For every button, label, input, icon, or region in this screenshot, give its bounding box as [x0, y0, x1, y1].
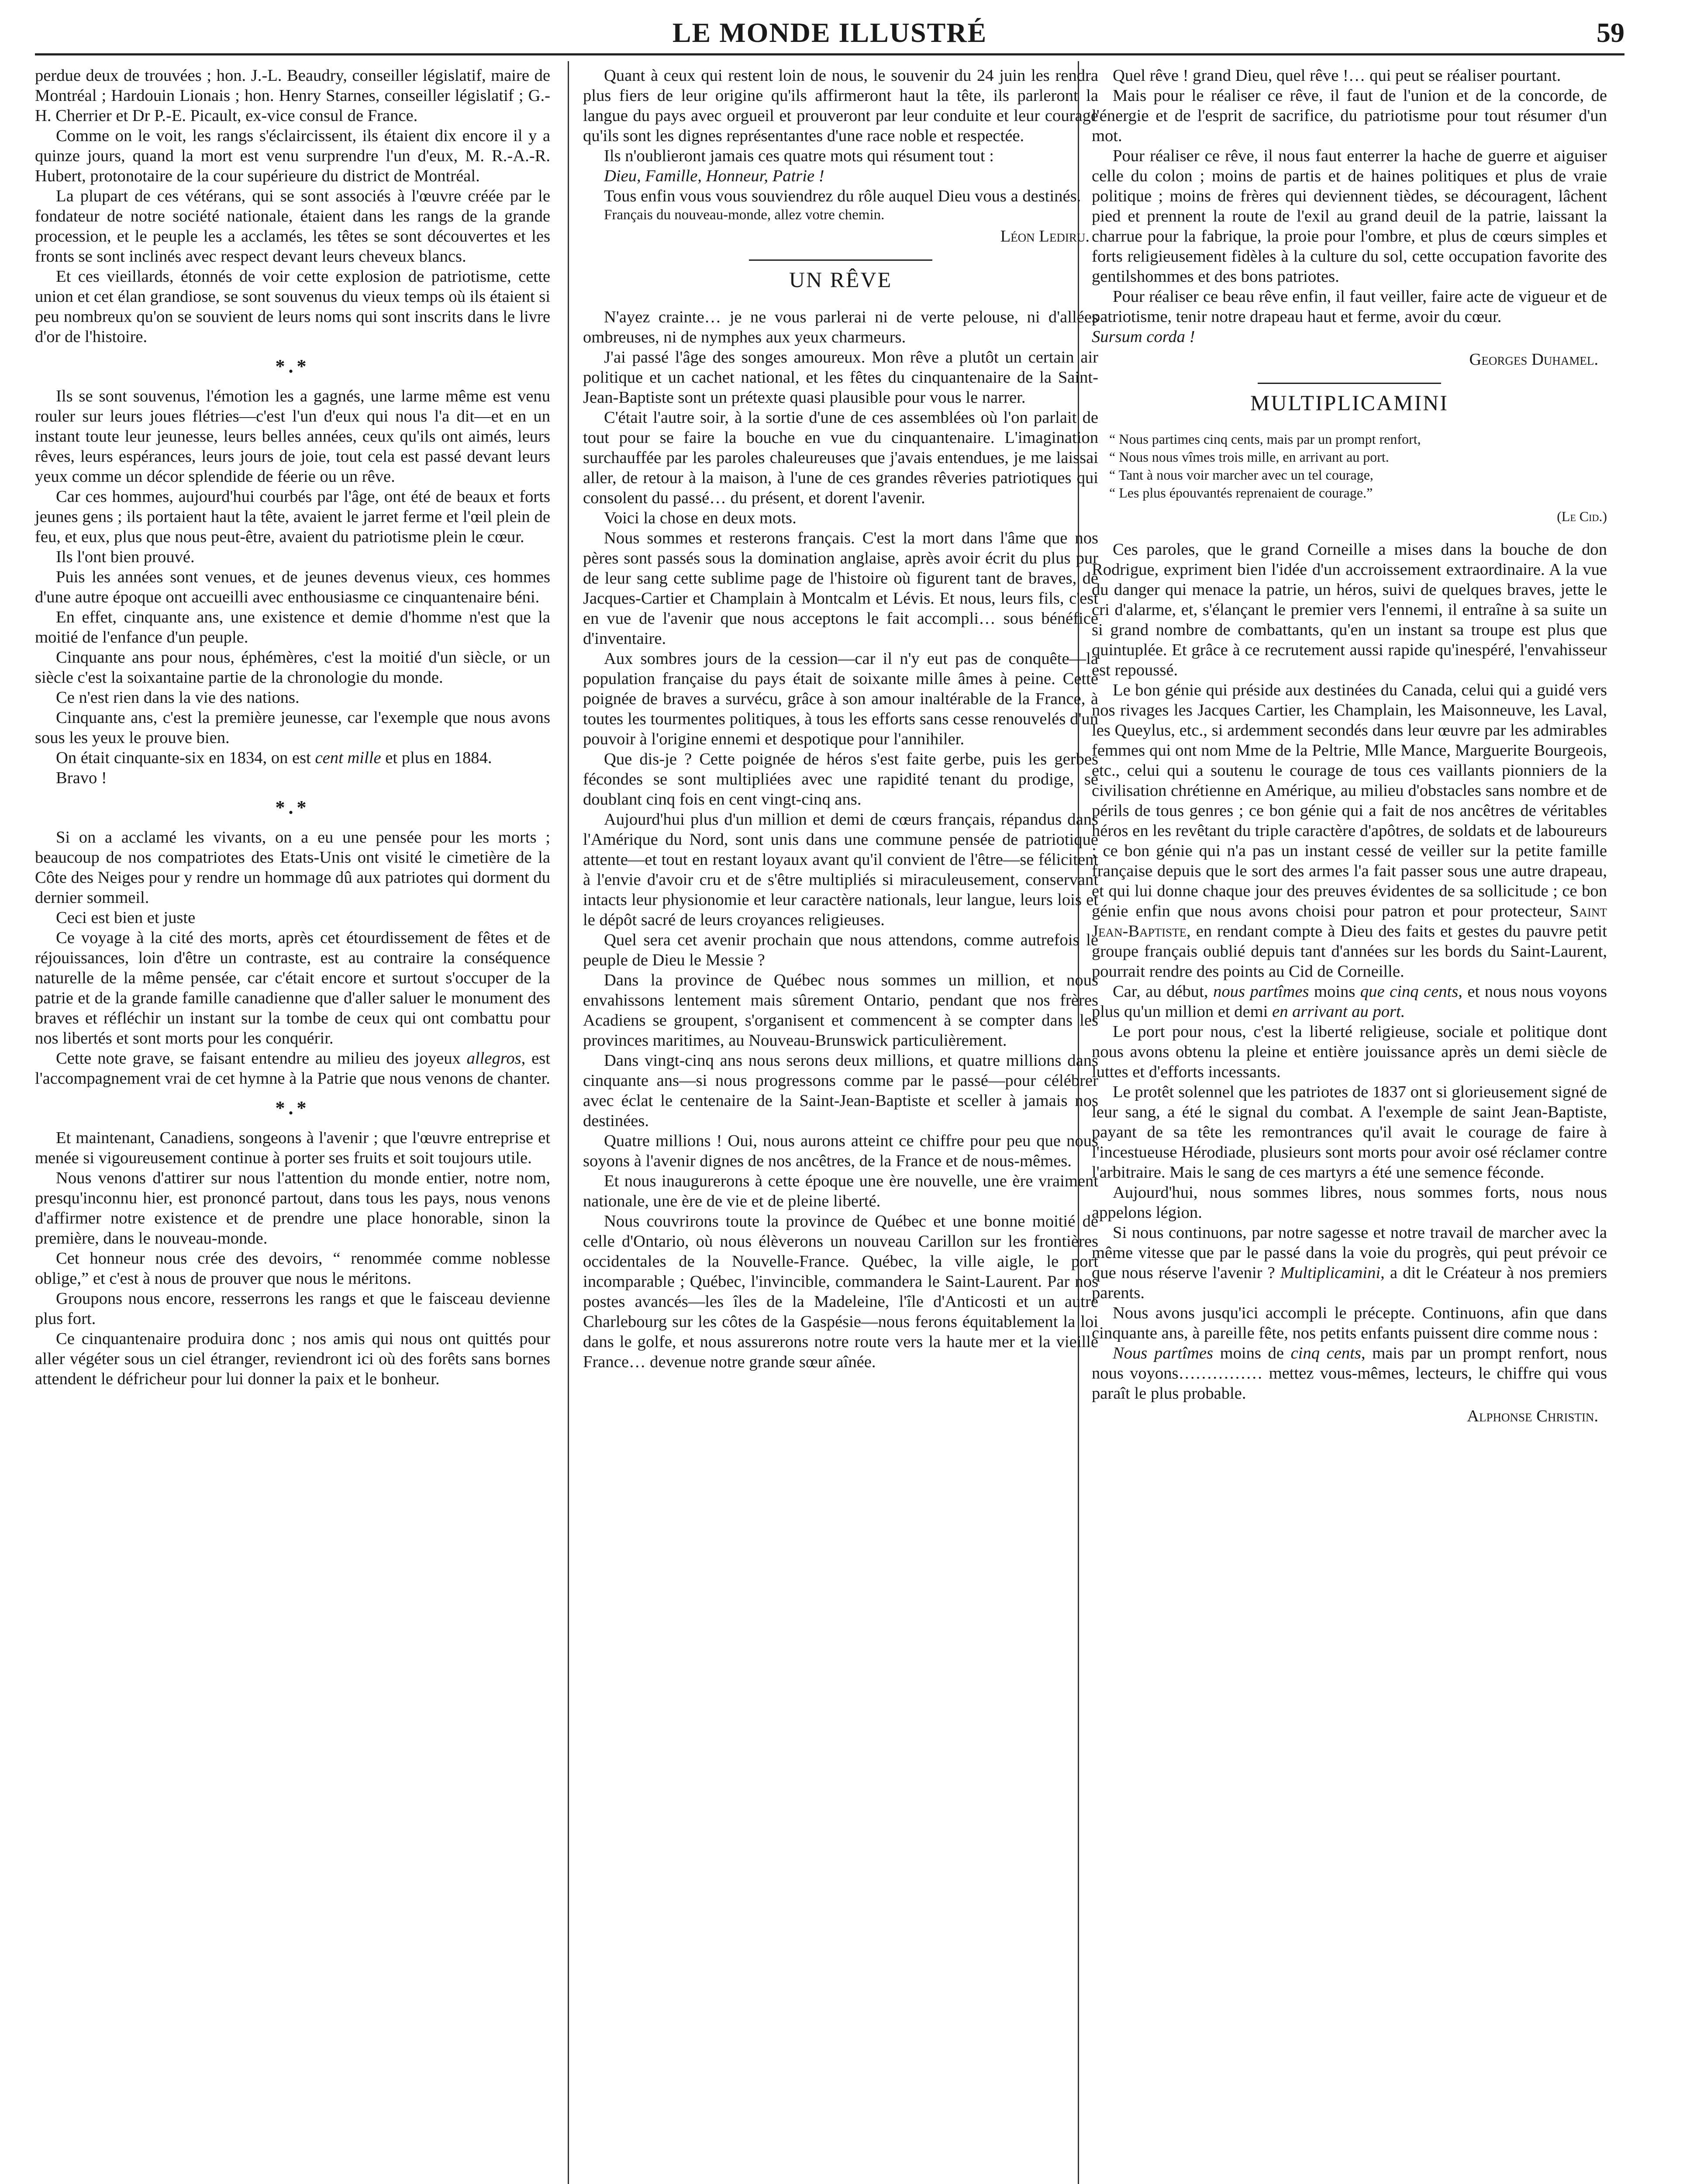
text-run-italic: Multiplicamini: [1280, 1264, 1381, 1282]
paragraph: Voici la chose en deux mots.: [604, 509, 797, 527]
paragraph: Aujourd'hui, nous sommes libres, nous sommes forts, nous nous appelons légion.: [1092, 1183, 1607, 1222]
paragraph: Puis les années sont venues, et de jeunes devenus vieux, ces hommes d'une autre époque ont accueilli avec enthousiasme ce cinquantenaire béni.: [35, 568, 550, 606]
paragraph: [1092, 680, 1607, 981]
text-run-italic: cinq cents: [1290, 1344, 1361, 1362]
paragraph: La plupart de ces vétérans, qui se sont associés à l'œuvre créée par le fondateur de notre société nationale, étaient dans les rangs de la grande procession, et le peuple les a acclamés, les têtes se sont découvertes et les fronts se sont inclinés avec respect devant leurs cheveux blancs.: [35, 187, 550, 266]
article-separator: [1258, 383, 1441, 384]
paragraph: Et maintenant, Canadiens, songeons à l'avenir ; que l'œuvre entreprise et menée si vigoureusement continue à porter ses fruits et soit toujours utile.: [35, 1129, 550, 1167]
paragraph: Nous venons d'attirer sur nous l'attention du monde entier, notre nom, presqu'inconnu hier, est prononcé partout, dans tous les pays, nous venons d'affirmer notre existence et de prendre une place honorable, sinon la première, dans le nouveau-monde.: [35, 1169, 550, 1248]
paragraph: Ils se sont souvenus, l'émotion les a gagnés, une larme même est venu rouler sur leurs joues flétries—c'est l'un d'eux qui nous l'a dit—et en un instant toute leur jeunesse, leurs belles années, ceux qu'ils ont aimés, leurs rêves, leurs espérances, leurs jours de joie, tout cela est passé devant leurs yeux comme un décor splendide de féerie ou un rêve.: [35, 387, 550, 486]
paragraph: Ces paroles, que le grand Corneille a mises dans la bouche de don Rodrigue, expriment bien l'idée d'un accroissement extraordinaire. A la vue du danger qui menace la patrie, un héros, suivi de quelques braves, jette le cri d'alarme, et, s'élançant le premier vers l'ennemi, il entraîne à sa suite un si grand nombre de combattants, qu'en un instant sa troupe est plus que quintuplée. Et grâce à ce recrutement aussi rapide qu'inespéré, l'envahisseur est repoussé.: [1092, 540, 1607, 679]
text-run-italic: Sursum corda !: [1092, 328, 1195, 346]
text-run-smallcaps: Saint Jean-Baptiste: [1092, 902, 1607, 940]
paragraph: Quant à ceux qui restent loin de nous, le souvenir du 24 juin les rendra plus fiers de leur origine qu'ils affirmeront haut la tête, ils parleront la langue du pays avec orgueil et prouveront par leur conduite et leur courage qu'ils sont les dignes représentantes d'une race noble et respectée.: [583, 66, 1098, 145]
paragraph: Dans vingt-cinq ans nous serons deux millions, et quatre millions dans cinquante ans—si nous progressons comme par le passé—pour célébrer avec éclat le centenaire de la Saint-Jean-Baptiste et sceller à jamais nos destinées.: [583, 1051, 1098, 1130]
paragraph: [35, 748, 550, 768]
text-run: , a dit le Créateur à nos premiers parents.: [1092, 1264, 1607, 1302]
epigraph-line: “ Nous nous vîmes trois mille, en arrivant au port.: [1109, 449, 1389, 465]
text-run-italic: en arrivant au port.: [1272, 1002, 1405, 1021]
paragraph: Mais pour le réaliser ce rêve, il faut de l'union et de la concorde, de l'énergie et de l'esprit de sacrifice, du patriotisme pour tout résumer d'un mot.: [1092, 86, 1607, 145]
newspaper-title: LE MONDE ILLUSTRÉ: [672, 17, 987, 48]
paragraph: [1092, 981, 1607, 1022]
paragraph: Cet honneur nous crée des devoirs, “ renommée comme noblesse oblige,” et c'est à nous de prouver que nous le méritons.: [35, 1249, 550, 1288]
section-ornament: *.*: [275, 797, 310, 818]
paragraph: Quatre millions ! Oui, nous aurons atteint ce chiffre pour peu que nous soyons à l'avenir dignes de nos ancêtres, de la France et de nous-mêmes.: [583, 1132, 1098, 1170]
motto-text: Dieu, Famille, Honneur, Patrie !: [604, 167, 824, 185]
paragraph: N'ayez crainte… je ne vous parlerai ni de verte pelouse, ni d'allées ombreuses, ni de nymphes aux yeux charmeurs.: [583, 308, 1098, 346]
column-1: [35, 66, 550, 1389]
paragraph: Comme on le voit, les rangs s'éclaircissent, ils étaient dix encore il y a quinze jours, quand la mort est venu surprendre l'un d'eux, M. R.-A.-R. Hubert, protonotaire de la cour supérieure du district de Montréal.: [35, 127, 550, 185]
paragraph: Nous sommes et resterons français. C'est la mort dans l'âme que nos pères sont passés sous la domination anglaise, après avoir écrit du plus pur de leur sang cette sublime page de l'histoire où figurent tant de braves, de Jacques-Cartier et Champlain à Montcalm et Lévis. Et nous, leurs fils, c'est en vue de l'avenir que nous acceptons le fait accompli… sous bénéfice d'inventaire.: [583, 529, 1098, 648]
article-heading: UN RÊVE: [789, 267, 893, 292]
paragraph: Pour réaliser ce rêve, il nous faut enterrer la hache de guerre et aiguiser celle du colon ; moins de partis et de haines politiques et plus de vraie politique ; moins de frères qui deviennent tièdes, se découragent, lâchent pied et prennent la route de l'exil au grand deuil de la patrie, laissant la charrue pour la fabrique, la proie pour l'ombre, et plus de cœurs simples et forts religieusement fidèles à la culture du sol, cette occupation favorite des gentilshommes et des bons patriotes.: [1092, 147, 1607, 286]
epigraph-attribution: (Le Cid.): [1557, 508, 1607, 524]
article-heading: MULTIPLICAMINI: [1250, 390, 1449, 415]
header-rule: [35, 53, 1624, 55]
paragraph: Aujourd'hui plus d'un million et demi de cœurs français, répandus dans l'Amérique du Nord, sont unis dans une commune pensée de patriotique attente—et tout en restant loyaux avant qu'il convient de l'être—se félicitent à l'envie d'avoir cru et de s'être multipliés si miraculeusement, conservant intacts leur physionomie et leur caractère nationals, leur langue, leurs lois et le dépôt sacré de leurs croyances religieuses.: [583, 810, 1098, 929]
paragraph: [1092, 327, 1607, 347]
paragraph: [1092, 1223, 1607, 1303]
section-ornament: *.*: [275, 1097, 310, 1119]
paragraph: Le protêt solennel que les patriotes de 1837 ont si glorieusement signé de leur sang, a été le signal du combat. A l'exemple de saint Jean-Baptiste, payant de sa tête les remontrances qu'il avait le courage de faire à l'incestueuse Hérodiade, plusieurs sont morts pour avoir osé réclamer contre l'arbitraire. Mais le sang de ces martyrs a été une semence féconde.: [1092, 1083, 1607, 1182]
paragraph: Nous avons jusqu'ici accompli le précepte. Continuons, afin que dans cinquante ans, à pareille fête, nos petits enfants puissent dire comme nous :: [1092, 1304, 1607, 1342]
article-separator: [749, 259, 932, 261]
epigraph: [1092, 430, 1607, 502]
motto: [583, 166, 1098, 186]
author-signature: Georges Duhamel.: [1469, 350, 1598, 369]
paragraph: Dans la province de Québec nous sommes un million, et nous envahissons lentement mais sûrement Ontario, pendant que nos frères Acadiens se groupent, s'organisent et commencent à se compter dans les provinces maritimes, au Nouveau-Brunswick particulièrement.: [583, 971, 1098, 1050]
text-run-italic: que cinq cents: [1360, 982, 1459, 1001]
paragraph: Ils n'oublieront jamais ces quatre mots qui résument tout :: [604, 147, 994, 165]
epigraph-line: “ Tant à nous voir marcher avec un tel courage,: [1109, 467, 1373, 483]
paragraph: Quel rêve ! grand Dieu, quel rêve !… qui peut se réaliser pourtant.: [1113, 66, 1561, 85]
paragraph: Aux sombres jours de la cession—car il n'y eut pas de conquête—la population française du pays était de soixante mille âmes à peine. Cette poignée de braves a survécu, grâce à son amour inaltérable de la France, à toutes les tourmentes politiques, à tous les efforts sans cesse renouvelés d'un pouvoir à l'origine ennemi et despotique pour l'annihiler.: [583, 650, 1098, 748]
paragraph: Quel sera cet avenir prochain que nous attendons, comme autrefois le peuple de Dieu le Messie ?: [583, 931, 1098, 969]
paragraph: Bravo !: [56, 769, 107, 787]
paragraph: Si on a acclamé les vivants, on a eu une pensée pour les morts ; beaucoup de nos compatriotes des Etats-Unis ont visité le cimetière de la Côte des Neiges pour y rendre un hommage dû aux patriotes qui dorment du dernier sommeil.: [35, 828, 550, 907]
paragraph: En effet, cinquante ans, une existence et demie d'homme n'est que la moitié de l'enfance d'un peuple.: [35, 608, 550, 646]
paragraph: C'était l'autre soir, à la sortie d'une de ces assemblées où l'on parlait de tout pour se faire la bouche en vue du cinquantenaire. L'imagination surchauffée par les paroles chaleureuses que j'avais entendues, je me laissai aller, de retour à la maison, à l'une de ces grandes rêveries patriotiques qui consolent du passé… du présent, et dorent l'avenir.: [583, 408, 1098, 507]
epigraph-line: “ Les plus épouvantés reprenaient de courage.”: [1109, 485, 1373, 501]
closing-line: Français du nouveau-monde, allez votre chemin.: [604, 207, 885, 223]
paragraph: Le port pour nous, c'est la liberté religieuse, sociale et politique dont nous avons obtenu la pleine et entière jouissance après un demi siècle de luttes et d'efforts incessants.: [1092, 1023, 1607, 1081]
epigraph-line: “ Nous partimes cinq cents, mais par un prompt renfort,: [1109, 431, 1421, 447]
paragraph: [35, 1048, 550, 1089]
paragraph: Cinquante ans pour nous, éphémères, c'est la moitié d'un siècle, or un siècle c'est la soixantaine partie de la chronologie du monde.: [35, 648, 550, 687]
paragraph: Pour réaliser ce beau rêve enfin, il faut veiller, faire acte de vigueur et de patriotisme, tenir notre drapeau haut et ferme, avoir du cœur.: [1092, 287, 1607, 326]
text-run-italic: Nous partîmes: [1113, 1344, 1213, 1362]
text-run: et plus en 1884.: [381, 749, 492, 767]
masthead: [35, 9, 1624, 57]
text-run-italic: cent mille: [315, 749, 381, 767]
paragraph: [1092, 1343, 1607, 1403]
text-run: Si nous continuons, par notre sagesse et notre travail de marcher avec la même vitesse que par le passé dans la voie du progrès, qui peut prévoir ce que nous réserve l'avenir ?: [1092, 1223, 1607, 1282]
paragraph: Cinquante ans, c'est la première jeunesse, car l'exemple que nous avons sous les yeux le prouve bien.: [35, 708, 550, 747]
text-run: , est l'accompagnement vrai de cet hymne à la Patrie que nous venons de chanter.: [35, 1049, 550, 1088]
text-run: Car, au début,: [1113, 982, 1214, 1001]
column-3: [1092, 66, 1607, 1426]
text-run: moins de: [1213, 1344, 1291, 1362]
paragraph: perdue deux de trouvées ; hon. J.-L. Beaudry, conseiller législatif, maire de Montréal ; Hardouin Lionais ; hon. Henry Starnes, conseiller législatif ; G.-H. Cherrier et Dr P.-E. Picault, ex-vice consul de France.: [35, 66, 550, 125]
author-signature: Léon Lediru.: [1000, 227, 1090, 245]
text-run-italic: allegros: [466, 1049, 521, 1068]
paragraph: J'ai passé l'âge des songes amoureux. Mon rêve a plutôt un certain air politique et un cachet national, et les fêtes du cinquantenaire de la Saint-Jean-Baptiste sont un prétexte quasi plausible pour vous le narrer.: [583, 348, 1098, 407]
text-run-italic: nous partîmes: [1213, 982, 1309, 1001]
paragraph: Et nous inaugurerons à cette époque une ère nouvelle, une ère vraiment nationale, une ère de vie et de pleine liberté.: [583, 1172, 1098, 1210]
paragraph: Que dis-je ? Cette poignée de héros s'est faite gerbe, puis les gerbes fécondes se sont multipliées avec une rapidité tenant du prodige, se doublant cinq fois en cent vingt-cinq ans.: [583, 750, 1098, 809]
paragraph: Tous enfin vous vous souviendrez du rôle auquel Dieu vous a destinés.: [604, 187, 1081, 205]
text-run: , et nous nous voyons plus qu'un million et demi: [1092, 982, 1607, 1021]
paragraph: Et ces vieillards, étonnés de voir cette explosion de patriotisme, cette union et cet élan grandiose, se sont souvenus du vieux temps où ils étaient si peu nombreux qu'on se souvient de leurs noms qui sont inscrits dans le livre d'or de l'histoire.: [35, 267, 550, 346]
section-ornament: *.*: [275, 356, 310, 377]
text-run: Cette note grave, se faisant entendre au milieu des joyeux: [56, 1049, 467, 1068]
author-signature: Alphonse Christin.: [1467, 1407, 1598, 1425]
paragraph: Nous couvrirons toute la province de Québec et une bonne moitié de celle d'Ontario, où nous élèverons un nouveau Carillon sur les frontières occidentales de la Nouvelle-France. Québec, la ville aigle, le port incomparable ; Québec, l'invincible, commandera le Saint-Laurent. Par nos postes avancés—les îles de la Madeleine, l'île d'Anticosti et un autre Charlebourg sur les côtes de la Gaspésie—nous ferons équitablement la loi dans le golfe, et nous assurerons notre route vers la haute mer et la vieille France… devenue notre grande sœur aînée.: [583, 1212, 1098, 1371]
paragraph: Ce voyage à la cité des morts, après cet étourdissement de fêtes et de réjouissances, loin d'être un contraste, est au contraire la conséquence naturelle de la même pensée, car c'était encore et surtout s'occuper de la patrie et de la grande famille canadienne que d'aller saluer le monument des braves et réfléchir un instant sur la tombe de ceux qui ont combattu pour nos libertés et sont morts pour les conquérir.: [35, 929, 550, 1047]
paragraph: Ce n'est rien dans la vie des nations.: [56, 688, 300, 707]
paragraph: Ils l'ont bien prouvé.: [56, 548, 195, 566]
text-run: , en rendant compte à Dieu des faits et gestes du pauvre petit groupe français oublié depuis tant d'années sur les bords du Saint-Laurent, pourrait rendre des points au Cid de Corneille.: [1092, 922, 1607, 981]
text-run: , mais par un prompt renfort, nous nous voyons…………… mettez vous-mêmes, lecteurs, le chiffre qui vous paraît le plus probable.: [1092, 1344, 1607, 1403]
paragraph: Car ces hommes, aujourd'hui courbés par l'âge, ont été de beaux et forts jeunes gens ; ils portaient haut la tête, avaient le jarret ferme et l'œil plein de feu, et eux, plus que nous peut-être, avaient du patriotisme plein le cœur.: [35, 487, 550, 546]
text-run: Le bon génie qui préside aux destinées du Canada, celui qui a guidé vers nos rivages les Jacques Cartier, les Champlain, les Maisonneuve, les Laval, les Queylus, etc., si ardemment secondés dans leur œuvre par les admirables femmes qui ont nom Mme de la Peltrie, Mlle Mance, Marguerite Bourgeois, etc., celui qui a soutenu le courage de tous ces vaillants pionniers de la civilisation chrétienne en Amérique, au milieu d'obstacles sans nombre et de périls de tous genres ; ce bon génie qui a fait de nos ancêtres de véritables héros en les revêtant du triple caractère d'apôtres, de soldats et de laboureurs ; ce bon génie qui n'a pas un instant cessé de veiller sur la petite famille française depuis que le sort des armes l'a fait passer sous une autre drapeau, et qui lui donne chaque jour des preuves évidentes de sa sollicitude ; ce bon génie enfin que nous avons choisi pour patron et pour protecteur,: [1092, 681, 1607, 920]
page-number: 59: [1597, 17, 1624, 48]
column-divider-left: [568, 61, 569, 2184]
text-run: On était cinquante-six en 1834, on est: [56, 749, 315, 767]
paragraph: Ceci est bien et juste: [56, 909, 196, 927]
text-run: moins: [1309, 982, 1360, 1001]
paragraph: Groupons nous encore, resserrons les rangs et que le faisceau devienne plus fort.: [35, 1289, 550, 1328]
paragraph: Ce cinquantenaire produira donc ; nos amis qui nous ont quittés pour aller végéter sous un ciel étranger, reviendront ici où des forêts sans bornes attendent le défricheur pour lui donner la paix et le bonheur.: [35, 1330, 550, 1388]
column-2: [583, 66, 1098, 1372]
